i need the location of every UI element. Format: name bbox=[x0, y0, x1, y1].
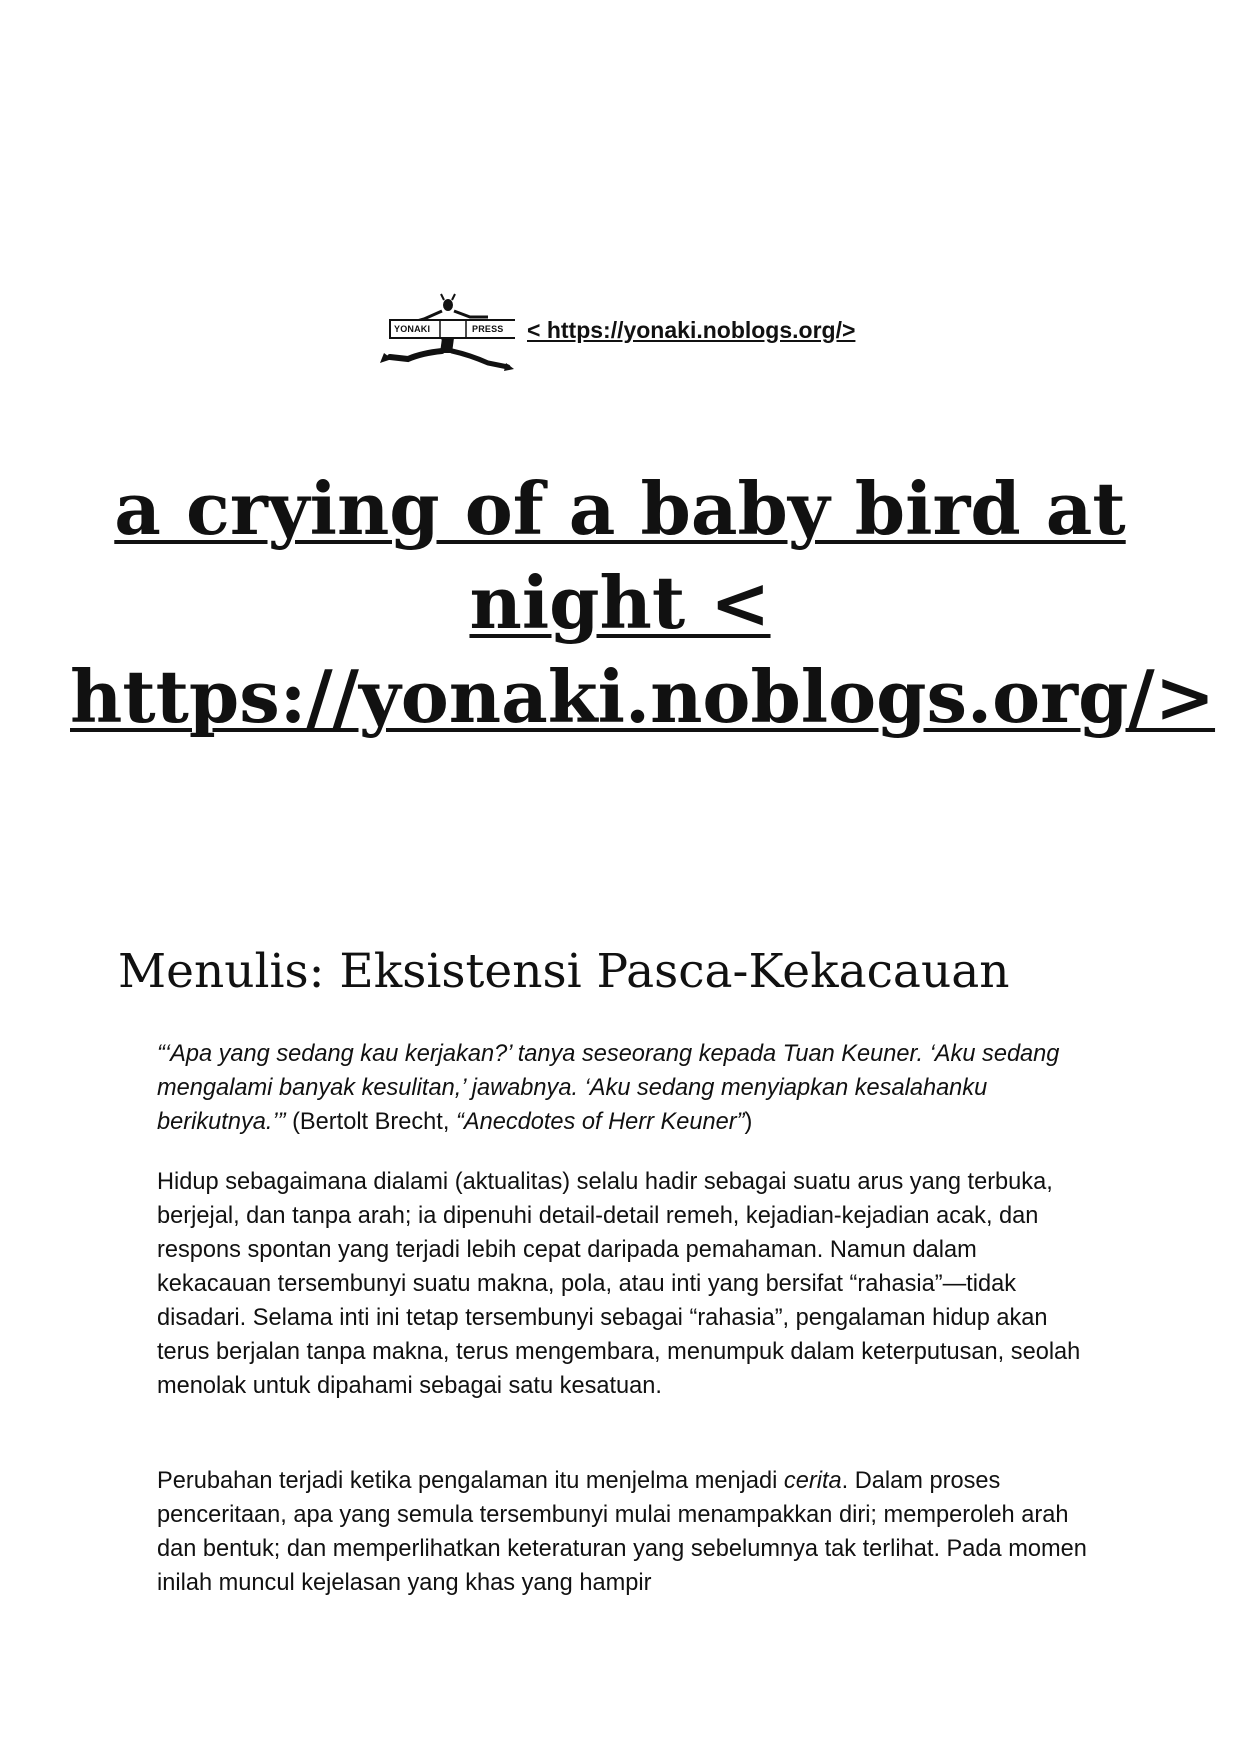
paragraph-2-start: Perubahan terjadi ketika pengalaman itu menjelma menjadi bbox=[157, 1468, 784, 1494]
section-heading: Menulis: Eksistensi Pasca-Kekacauan bbox=[118, 944, 1010, 999]
logo-text-press: PRESS bbox=[472, 324, 504, 334]
quote-attribution-close: ) bbox=[744, 1109, 753, 1135]
paragraph-2-rest: . Dalam proses penceritaan, apa yang semula tersembunyi mulai menampakkan diri; memperoleh arah dan bentuk; dan memperlihatkan keteraturan yang sebelumnya tak terlihat. Pada momen inilah muncul kejelasan yang khas yang hampir bbox=[157, 1468, 1087, 1596]
epigraph-quote bbox=[157, 1037, 1097, 1139]
body-paragraph-2 bbox=[157, 1464, 1097, 1600]
quote-text: “‘Apa yang sedang kau kerjakan?’ tanya seseorang kepada Tuan Keuner. ‘Aku sedang mengalami banyak kesulitan,’ jawabnya. ‘Aku sedang menyiapkan kesalahanku berikutnya.’” bbox=[157, 1041, 1060, 1135]
header bbox=[370, 293, 855, 375]
quote-attribution-open: (Bertolt Brecht, bbox=[285, 1109, 456, 1135]
quote-source-title: “Anecdotes of Herr Keuner” bbox=[455, 1109, 745, 1135]
header-url-link[interactable]: < https://yonaki.noblogs.org/> bbox=[527, 316, 856, 343]
body-paragraph-1: Hidup sebagaimana dialami (aktualitas) selalu hadir sebagai suatu arus yang terbuka, berjejal, dan tanpa arah; ia dipenuhi detail-detail remeh, kejadian-kejadian acak, dan respons spontan yang terjadi lebih cepat daripada pemahaman. Namun dalam kekacauan tersembunyi suatu makna, pola, atau inti yang bersifat “rahasia”—tidak disadari. Selama inti ini tetap tersembunyi sebagai “rahasia”, pengalaman hidup akan terus berjalan tanpa makna, terus mengembara, menumpuk dalam keterputusan, seolah menolak untuk dipahami sebagai satu kesatuan. bbox=[157, 1169, 1081, 1399]
yonaki-press-logo bbox=[370, 293, 515, 375]
logo-text-yonaki: YONAKI bbox=[394, 324, 431, 334]
page-title-link[interactable]: a crying of a baby bird at night < https://yonaki.noblogs.org/> bbox=[70, 466, 1216, 739]
paragraph-2-emphasis: cerita bbox=[783, 1468, 842, 1494]
